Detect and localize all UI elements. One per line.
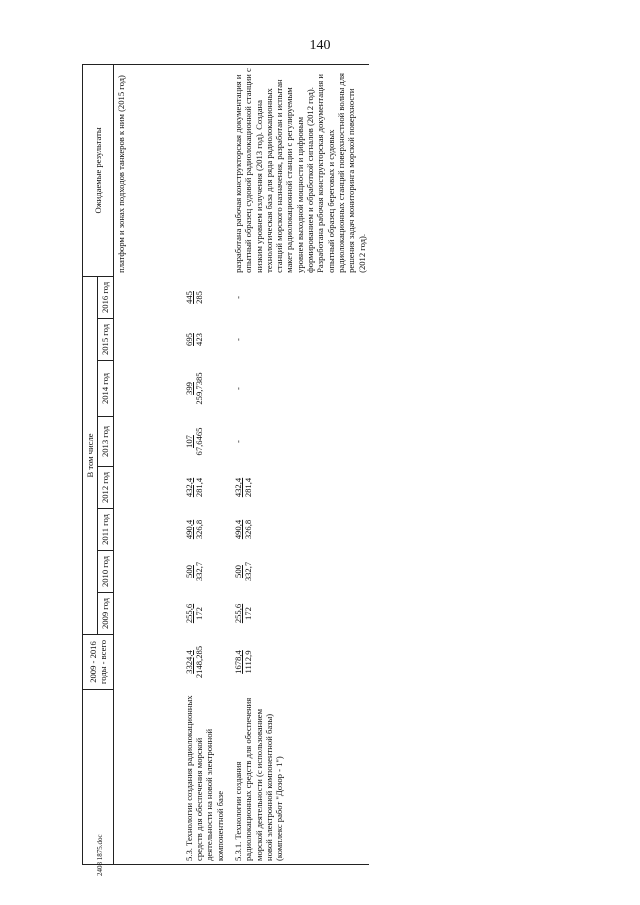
header-total: 2009 - 2016 годы - всего bbox=[83, 635, 114, 690]
row-total: 3324,4 2148,285 bbox=[183, 645, 204, 679]
row-total bbox=[113, 635, 176, 690]
row-results: разработана рабочая конструкторская документация и опытный образец судовой радиолокационной станции с низким уровнем излучения (2013 год). Создана технологическая база для ряда радиолокационных станций морского назначения, разработан и испытан макет радиолокационной станции с регулируемым уровнем выходной мощности и цифровым формированием и обработкой сигналов (2012 год). Разработана рабочая конструкторская документация и опытный образец береговых и судовых радиолокационных станций поверхностной волны для решения задач мониторинга морской поверхности (2012 год). bbox=[232, 68, 367, 273]
cell-2009: 255,6 172 bbox=[183, 603, 204, 624]
cell-2011: 490,4 326,8 bbox=[183, 519, 204, 540]
row-results bbox=[176, 64, 227, 276]
cell-2012: 432,4 281,4 bbox=[183, 477, 204, 498]
header-year-2014: 2014 год bbox=[98, 361, 113, 417]
cell-2015: - bbox=[232, 338, 243, 341]
row-name bbox=[113, 690, 176, 865]
header-year-2011: 2011 год bbox=[98, 509, 113, 551]
header-year-2010: 2010 год bbox=[98, 551, 113, 593]
header-year-2015: 2015 год bbox=[98, 319, 113, 361]
cell-2011: 490,4 326,8 bbox=[232, 519, 254, 540]
cell-2014: 399 259,7385 bbox=[183, 372, 204, 405]
rotated-table-wrapper bbox=[82, 65, 602, 865]
cell-2014: - bbox=[232, 387, 243, 390]
cell-2009: 255,6 172 bbox=[232, 603, 254, 624]
cell-2013: 107 67,6465 bbox=[183, 427, 204, 456]
header-year-2013: 2013 год bbox=[98, 417, 113, 467]
cell-2016: 445 285 bbox=[183, 291, 204, 304]
header-year-2012: 2012 год bbox=[98, 467, 113, 509]
table-row-5-3 bbox=[176, 64, 227, 864]
document-code: 2408 1875.doc bbox=[96, 834, 104, 876]
cell-2012: 432,4 281,4 bbox=[232, 477, 254, 498]
table-row-5-3-1 bbox=[227, 64, 369, 864]
row-total: 1678,4 1112,9 bbox=[232, 650, 254, 674]
header-in-that-number: В том числе bbox=[83, 276, 98, 634]
row-name: 5.3. Технологии создания радиолокационных средств для обеспечения морской деятельности на новой электронной компонентной базе bbox=[183, 695, 225, 861]
header-year-2016: 2016 год bbox=[98, 276, 113, 318]
cell-2010: 500 332,7 bbox=[232, 561, 254, 582]
header-year-2009: 2009 год bbox=[98, 593, 113, 635]
cell-2015: 695 423 bbox=[183, 333, 204, 346]
header-results: Ожидаемые результаты bbox=[83, 64, 114, 276]
table-body bbox=[113, 64, 369, 864]
cell-2010: 500 332,7 bbox=[183, 561, 204, 582]
table-row-continuation bbox=[113, 64, 176, 864]
row-name: 5.3.1. Технологии создания радиолокационных средств для обеспечения морской деятельности (с использованием новой электронной компонентной базы) (комплекс работ "Дозор - 1") bbox=[232, 697, 285, 861]
cell-2013: - bbox=[232, 440, 243, 443]
row-results: платформ и зонах подходов танкеров к ним (2015 год) bbox=[115, 75, 126, 273]
funding-table bbox=[82, 64, 369, 865]
cell-2016: - bbox=[232, 296, 243, 299]
page-number: 140 bbox=[309, 38, 331, 53]
